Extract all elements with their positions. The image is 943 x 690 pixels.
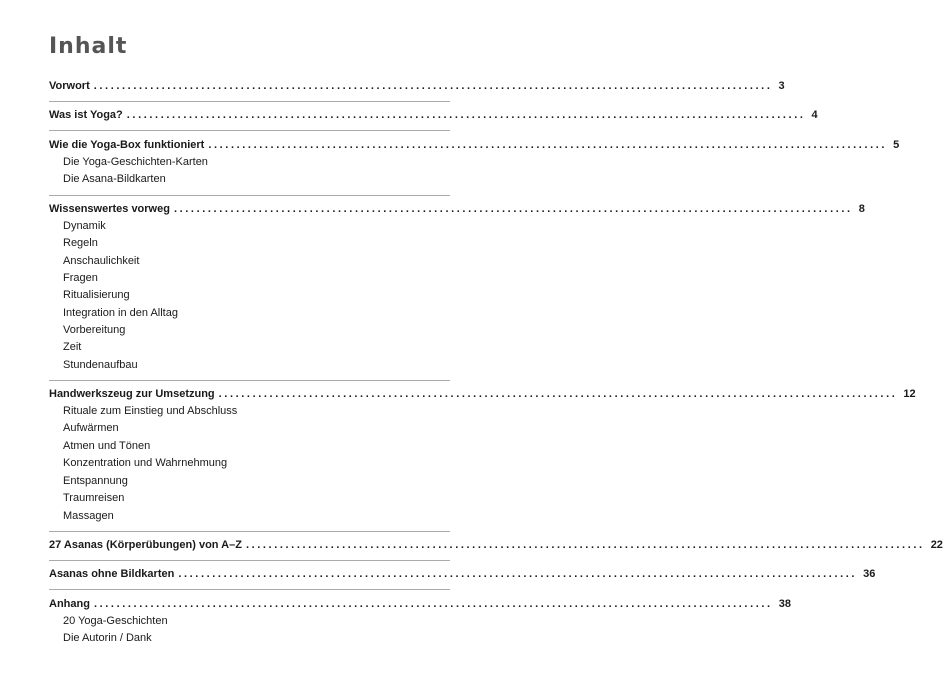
toc-subentry[interactable]: Atmen und Tönen xyxy=(63,440,151,452)
toc-entry-vorwort[interactable] xyxy=(49,80,785,96)
section-divider xyxy=(49,195,450,196)
toc-subentry[interactable]: Integration in den Alltag xyxy=(63,307,178,319)
toc-subentry[interactable]: Anschaulichkeit xyxy=(63,255,140,267)
toc-subentry[interactable]: 20 Yoga-Geschichten xyxy=(63,615,168,627)
toc-entry-label: Anhang xyxy=(49,598,90,610)
toc-entry-label: Vorwort xyxy=(49,80,90,92)
toc-entry-handwerkszeug[interactable] xyxy=(49,388,916,404)
dot-leader: ........................................................................................................................ xyxy=(218,388,898,400)
toc-entry-label: Asanas ohne Bildkarten xyxy=(49,568,175,580)
toc-entry-asanas-ohne-bildkarten[interactable] xyxy=(49,568,876,584)
toc-subentry[interactable]: Rituale zum Einstieg und Abschluss xyxy=(63,405,238,417)
toc-entry-label: Wie die Yoga-Box funktioniert xyxy=(49,139,205,151)
toc-subentry[interactable]: Die Yoga-Geschichten-Karten xyxy=(63,156,208,168)
section-divider xyxy=(49,589,450,590)
toc-subentry[interactable]: Konzentration und Wahrnehmung xyxy=(63,457,228,469)
section-divider xyxy=(49,101,450,102)
toc-page-number: 38 xyxy=(778,598,791,610)
toc-subentry[interactable]: Traumreisen xyxy=(63,492,125,504)
dot-leader: ........................................................................................................................ xyxy=(208,139,888,151)
toc-subentry[interactable]: Stundenaufbau xyxy=(63,359,138,371)
toc-page-number: 3 xyxy=(778,80,785,92)
toc-subentry[interactable]: Massagen xyxy=(63,510,114,522)
toc-page-number: 8 xyxy=(858,203,865,215)
toc-entry-label: 27 Asanas (Körperübungen) von A–Z xyxy=(49,539,242,551)
toc-subentry[interactable]: Fragen xyxy=(63,272,98,284)
toc-entry-label: Handwerkszeug zur Umsetzung xyxy=(49,388,215,400)
toc-page-number: 22 xyxy=(930,539,943,551)
section-divider xyxy=(49,130,450,131)
dot-leader: ........................................................................................................................ xyxy=(173,203,853,215)
toc-subentry[interactable]: Regeln xyxy=(63,237,98,249)
toc-subentry[interactable]: Vorbereitung xyxy=(63,324,126,336)
toc-subentry[interactable]: Zeit xyxy=(63,341,82,353)
toc-page-number: 12 xyxy=(903,388,916,400)
dot-leader: ........................................................................................................................ xyxy=(178,568,858,580)
toc-entry-27-asanas[interactable] xyxy=(49,539,943,555)
toc-entry-label: Wissenswertes vorweg xyxy=(49,203,170,215)
toc-page-number: 5 xyxy=(893,139,900,151)
dot-leader: ........................................................................................................................ xyxy=(93,598,773,610)
toc-subentry[interactable]: Dynamik xyxy=(63,220,106,232)
toc-subentry[interactable]: Ritualisierung xyxy=(63,289,130,301)
dot-leader: ........................................................................................................................ xyxy=(93,80,773,92)
toc-entry-was-ist-yoga[interactable] xyxy=(49,109,818,125)
dot-leader: ........................................................................................................................ xyxy=(126,109,806,121)
toc-entry-label: Was ist Yoga? xyxy=(49,109,123,121)
section-divider xyxy=(49,380,450,381)
toc-subentry[interactable]: Die Autorin / Dank xyxy=(63,632,152,644)
toc-page-number: 36 xyxy=(863,568,876,580)
toc-entry-anhang[interactable] xyxy=(49,598,791,614)
section-divider xyxy=(49,531,450,532)
toc-subentry[interactable]: Die Asana-Bildkarten xyxy=(63,173,166,185)
section-divider xyxy=(49,560,450,561)
toc-entry-yoga-box[interactable] xyxy=(49,139,900,155)
dot-leader: ........................................................................................................................ xyxy=(245,539,925,551)
toc-subentry[interactable]: Entspannung xyxy=(63,475,128,487)
toc-entry-wissenswertes[interactable] xyxy=(49,203,865,219)
page-title: Inhalt xyxy=(49,34,128,59)
toc-subentry[interactable]: Aufwärmen xyxy=(63,422,119,434)
toc-page-number: 4 xyxy=(811,109,818,121)
